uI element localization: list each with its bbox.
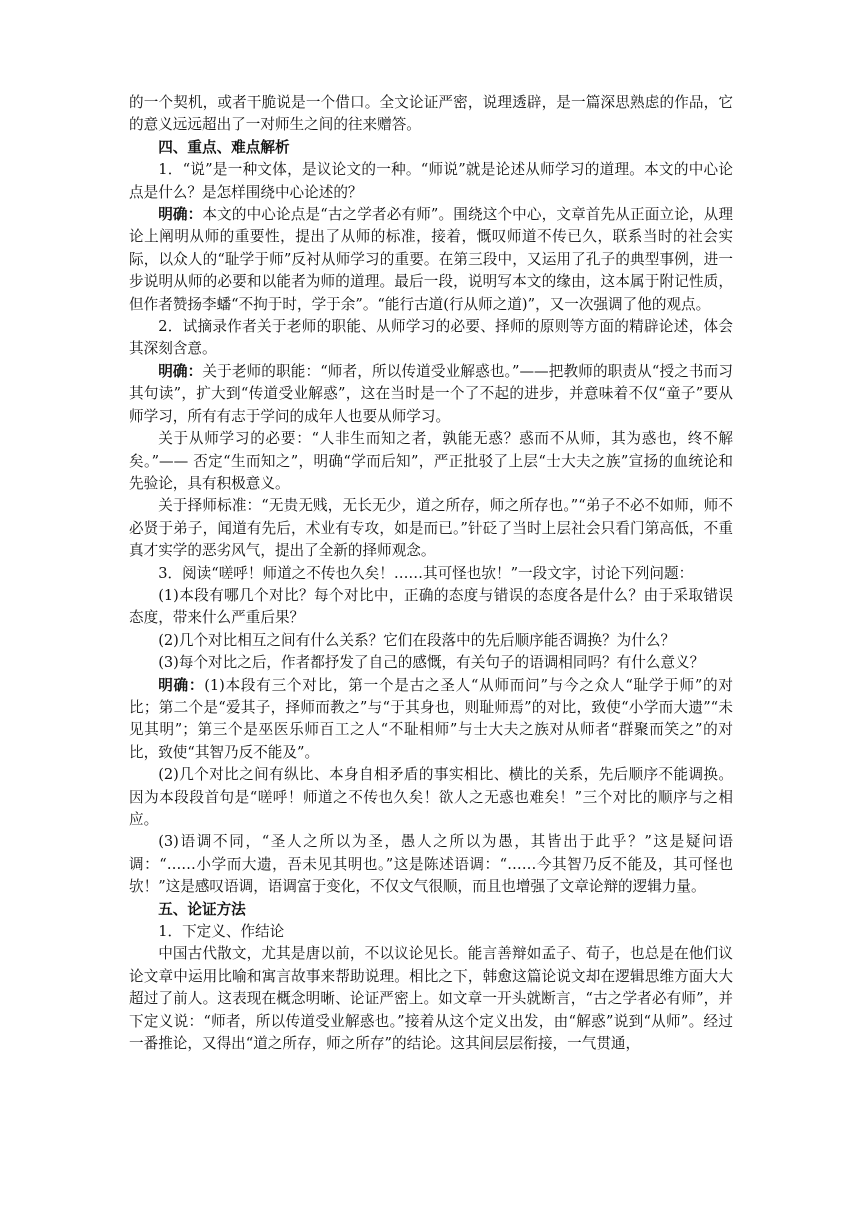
answer-1-label: 明确： [158, 206, 203, 224]
section-5-heading: 五、论证方法 [158, 900, 246, 918]
question-3-part-3: (3)每个对比之后，作者都抒发了自己的感慨，有关句子的语调相同吗？有什么意义？ [158, 654, 705, 672]
question-3-part-1: (1)本段有哪几个对比？每个对比中，正确的态度与错误的态度各是什么？由于采取错误态度，带来什么严重后果？ [129, 586, 733, 627]
section-5-subheading-1: 1．下定义、作结论 [158, 923, 285, 941]
question-3: 3．阅读“嗟呼！师道之不传也久矣！……其可怪也欤！”一段文字，讨论下列问题： [158, 564, 694, 582]
answer-3-text: (1)本段有三个对比，第一个是古之圣人“从师而问”与今之众人“耻学于师”的对比；第二个是“爱其子，择师而教之”与“于其身也，则耻师焉”的对比，致使“小学而大遗”“未见其明”；第三个是巫医乐师百工之人“不耻相师”与士大夫之族对从师者“群聚而笑之”的对比，致使“其智乃反不能及”。 [129, 676, 733, 761]
question-2: 2．试摘录作者关于老师的职能、从师学习的必要、择师的原则等方面的精辟论述，体会其深刻含意。 [129, 318, 733, 358]
answer-1-text: 本文的中心论点是“古之学者必有师”。围绕这个中心，文章首先从正面立论，从理论上阐明从师的重要性，提出了从师的标准，接着，慨叹师道不传已久，联系当时的社会实际，以众人的“耻学于师”反衬从师学习的重要。在第三段中，又运用了孔子的典型事例，进一步说明从师的必要和以能者为师的道理。最后一段，说明写本文的缘由，这本属于附记性质，但作者赞扬李蟠“不拘于时，学于余”。“能行古道(行从师之道)”，又一次强调了他的观点。 [129, 206, 733, 313]
answer-2-paragraph-3: 关于择师标准：“无贵无贱，无长无少，道之所存，师之所存也。”“弟子不必不如师，师不必贤于弟子，闻道有先后，术业有专攻，如是而已。”针砭了当时上层社会只看门第高低，不重真才实学的恶劣风气，提出了全新的择师观念。 [129, 497, 733, 560]
answer-2 [129, 361, 733, 428]
intro-continuation: 的一个契机，或者干脆说是一个借口。全文论证严密，说理透辟，是一篇深思熟虑的作品，它的意义远远超出了一对师生之间的往来赠答。 [129, 94, 733, 134]
answer-3-label: 明确： [158, 676, 205, 694]
section-4-heading: 四、重点、难点解析 [158, 138, 290, 156]
answer-1 [129, 204, 733, 316]
answer-2-paragraph-2: 关于从师学习的必要：“人非生而知之者，孰能无惑？惑而不从师，其为惑也，终不解矣。”—— 否定“生而知之”，明确“学而后知”，严正批驳了上层“士大夫之族”宣扬的血统论和先验论，具有积极意义。 [129, 430, 733, 492]
answer-3-paragraph-3: (3)语调不同，“圣人之所以为圣，愚人之所以为愚，其皆出于此乎？”这是疑问语调：“……小学而大遗，吾未见其明也。”这是陈述语调：“……今其智乃反不能及，其可怪也欤！”这是感叹语调，语调富于变化，不仅文气很顺，而且也增强了文章论辩的逻辑力量。 [129, 833, 733, 896]
section-5-paragraph-1: 中国古代散文，尤其是唐以前，不以议论见长。能言善辩如孟子、荀子，也总是在他们议论文章中运用比喻和寓言故事来帮助说理。相比之下，韩愈这篇论说文却在逻辑思维方面大大超过了前人。这表现在概念明晰、论证严密上。如文章一开头就断言，“古之学者必有师”，并下定义说：“师者，所以传道受业解惑也。”接着从这个定义出发，由“解惑”说到“从师”。经过一番推论，又得出“道之所存，师之所存”的结论。这其间层层衔接，一气贯通， [129, 945, 733, 1053]
answer-3-paragraph-2: (2)几个对比之间有纵比、本身自相矛盾的事实相比、横比的关系，先后顺序不能调换。因为本段段首句是“嗟呼！师道之不传也久矣！欲人之无惑也难矣！”三个对比的顺序与之相应。 [129, 766, 733, 828]
question-3-part-2: (2)几个对比相互之间有什么关系？它们在段落中的先后顺序能否调换？为什么？ [158, 631, 676, 649]
answer-2-text: 关于老师的职能：“师者，所以传道受业解惑也。”——把教师的职责从“授之书而习其句读”，扩大到“传道受业解惑”，这在当时是一个了不起的进步，并意味着不仅“童子”要从师学习，所有有志于学问的成年人也要从师学习。 [129, 362, 733, 425]
document-page [129, 92, 733, 1055]
question-1: 1．“说”是一种文体，是议论文的一种。“师说”就是论述从师学习的道理。本文的中心论点是什么？是怎样围绕中心论述的？ [129, 161, 733, 201]
answer-2-label: 明确： [158, 362, 203, 380]
answer-3 [129, 675, 733, 765]
